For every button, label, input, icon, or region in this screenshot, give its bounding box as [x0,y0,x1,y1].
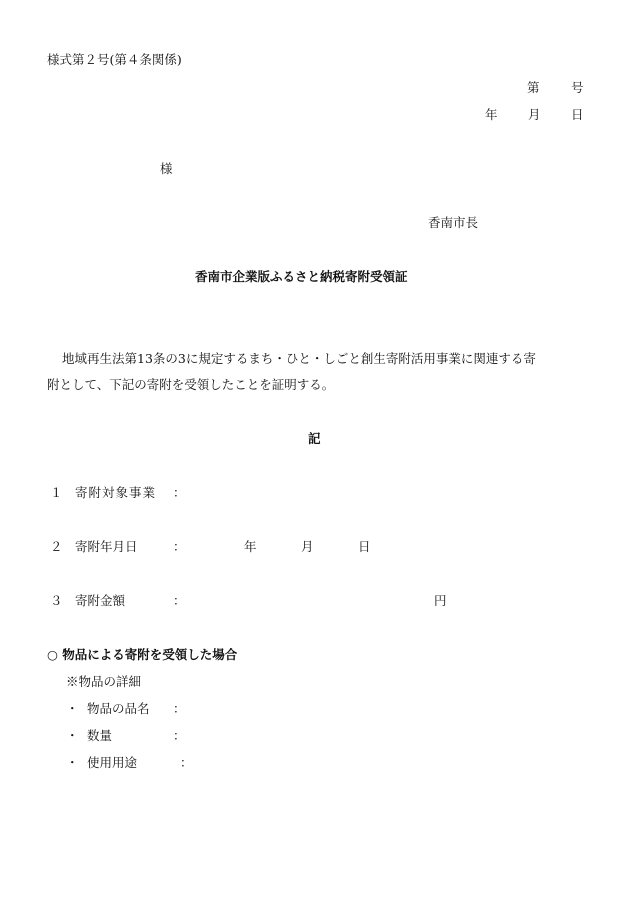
item-3-unit: 円 [434,593,447,608]
date-year: 年 [485,107,498,122]
goods-row-1-bullet: ・ [66,701,79,716]
body-line-1: 地域再生法第13条の3に規定するまち・ひと・しごと創生寄附活用事業に関連する寄 [62,351,536,366]
ki-heading: 記 [308,431,321,446]
item-2-year: 年 [244,539,257,554]
item-1-colon: ： [173,485,186,500]
goods-row-2-colon: ： [173,728,186,743]
goods-row-1-colon: ： [173,701,186,716]
item-2-number: ２ [50,539,63,554]
item-2-day: 日 [358,539,371,554]
issuer-name: 香南市長 [428,215,479,230]
doc-number-dai: 第 [527,80,540,95]
date-month: 月 [528,107,541,122]
goods-row-1-label: 物品の品名 [87,701,150,716]
goods-row-2-bullet: ・ [66,728,79,743]
goods-heading: ○ 物品による寄附を受領した場合 [47,647,238,662]
recipient-honorific: 様 [160,161,173,176]
item-3-number: ３ [50,593,63,608]
document-title: 香南市企業版ふるさと納税寄附受領証 [195,269,408,284]
item-2-label: 寄附年月日 [75,539,138,554]
goods-row-2-label: 数量 [87,728,113,743]
item-1-label: 寄附対象事業 [75,485,157,500]
goods-row-3-colon: ： [180,755,193,770]
body-line-2: 附として、下記の寄附を受領したことを証明する。 [47,377,335,392]
goods-note: ※物品の詳細 [66,674,142,689]
form-label: 様式第２号(第４条関係) [47,52,182,67]
item-2-month: 月 [301,539,314,554]
item-3-label: 寄附金額 [75,593,126,608]
doc-number-go: 号 [571,80,584,95]
date-day: 日 [571,107,584,122]
goods-row-3-bullet: ・ [66,755,79,770]
goods-row-3-label: 使用用途 [87,755,138,770]
item-2-colon: ： [173,539,186,554]
item-3-colon: ： [173,593,186,608]
item-1-number: １ [50,485,63,500]
